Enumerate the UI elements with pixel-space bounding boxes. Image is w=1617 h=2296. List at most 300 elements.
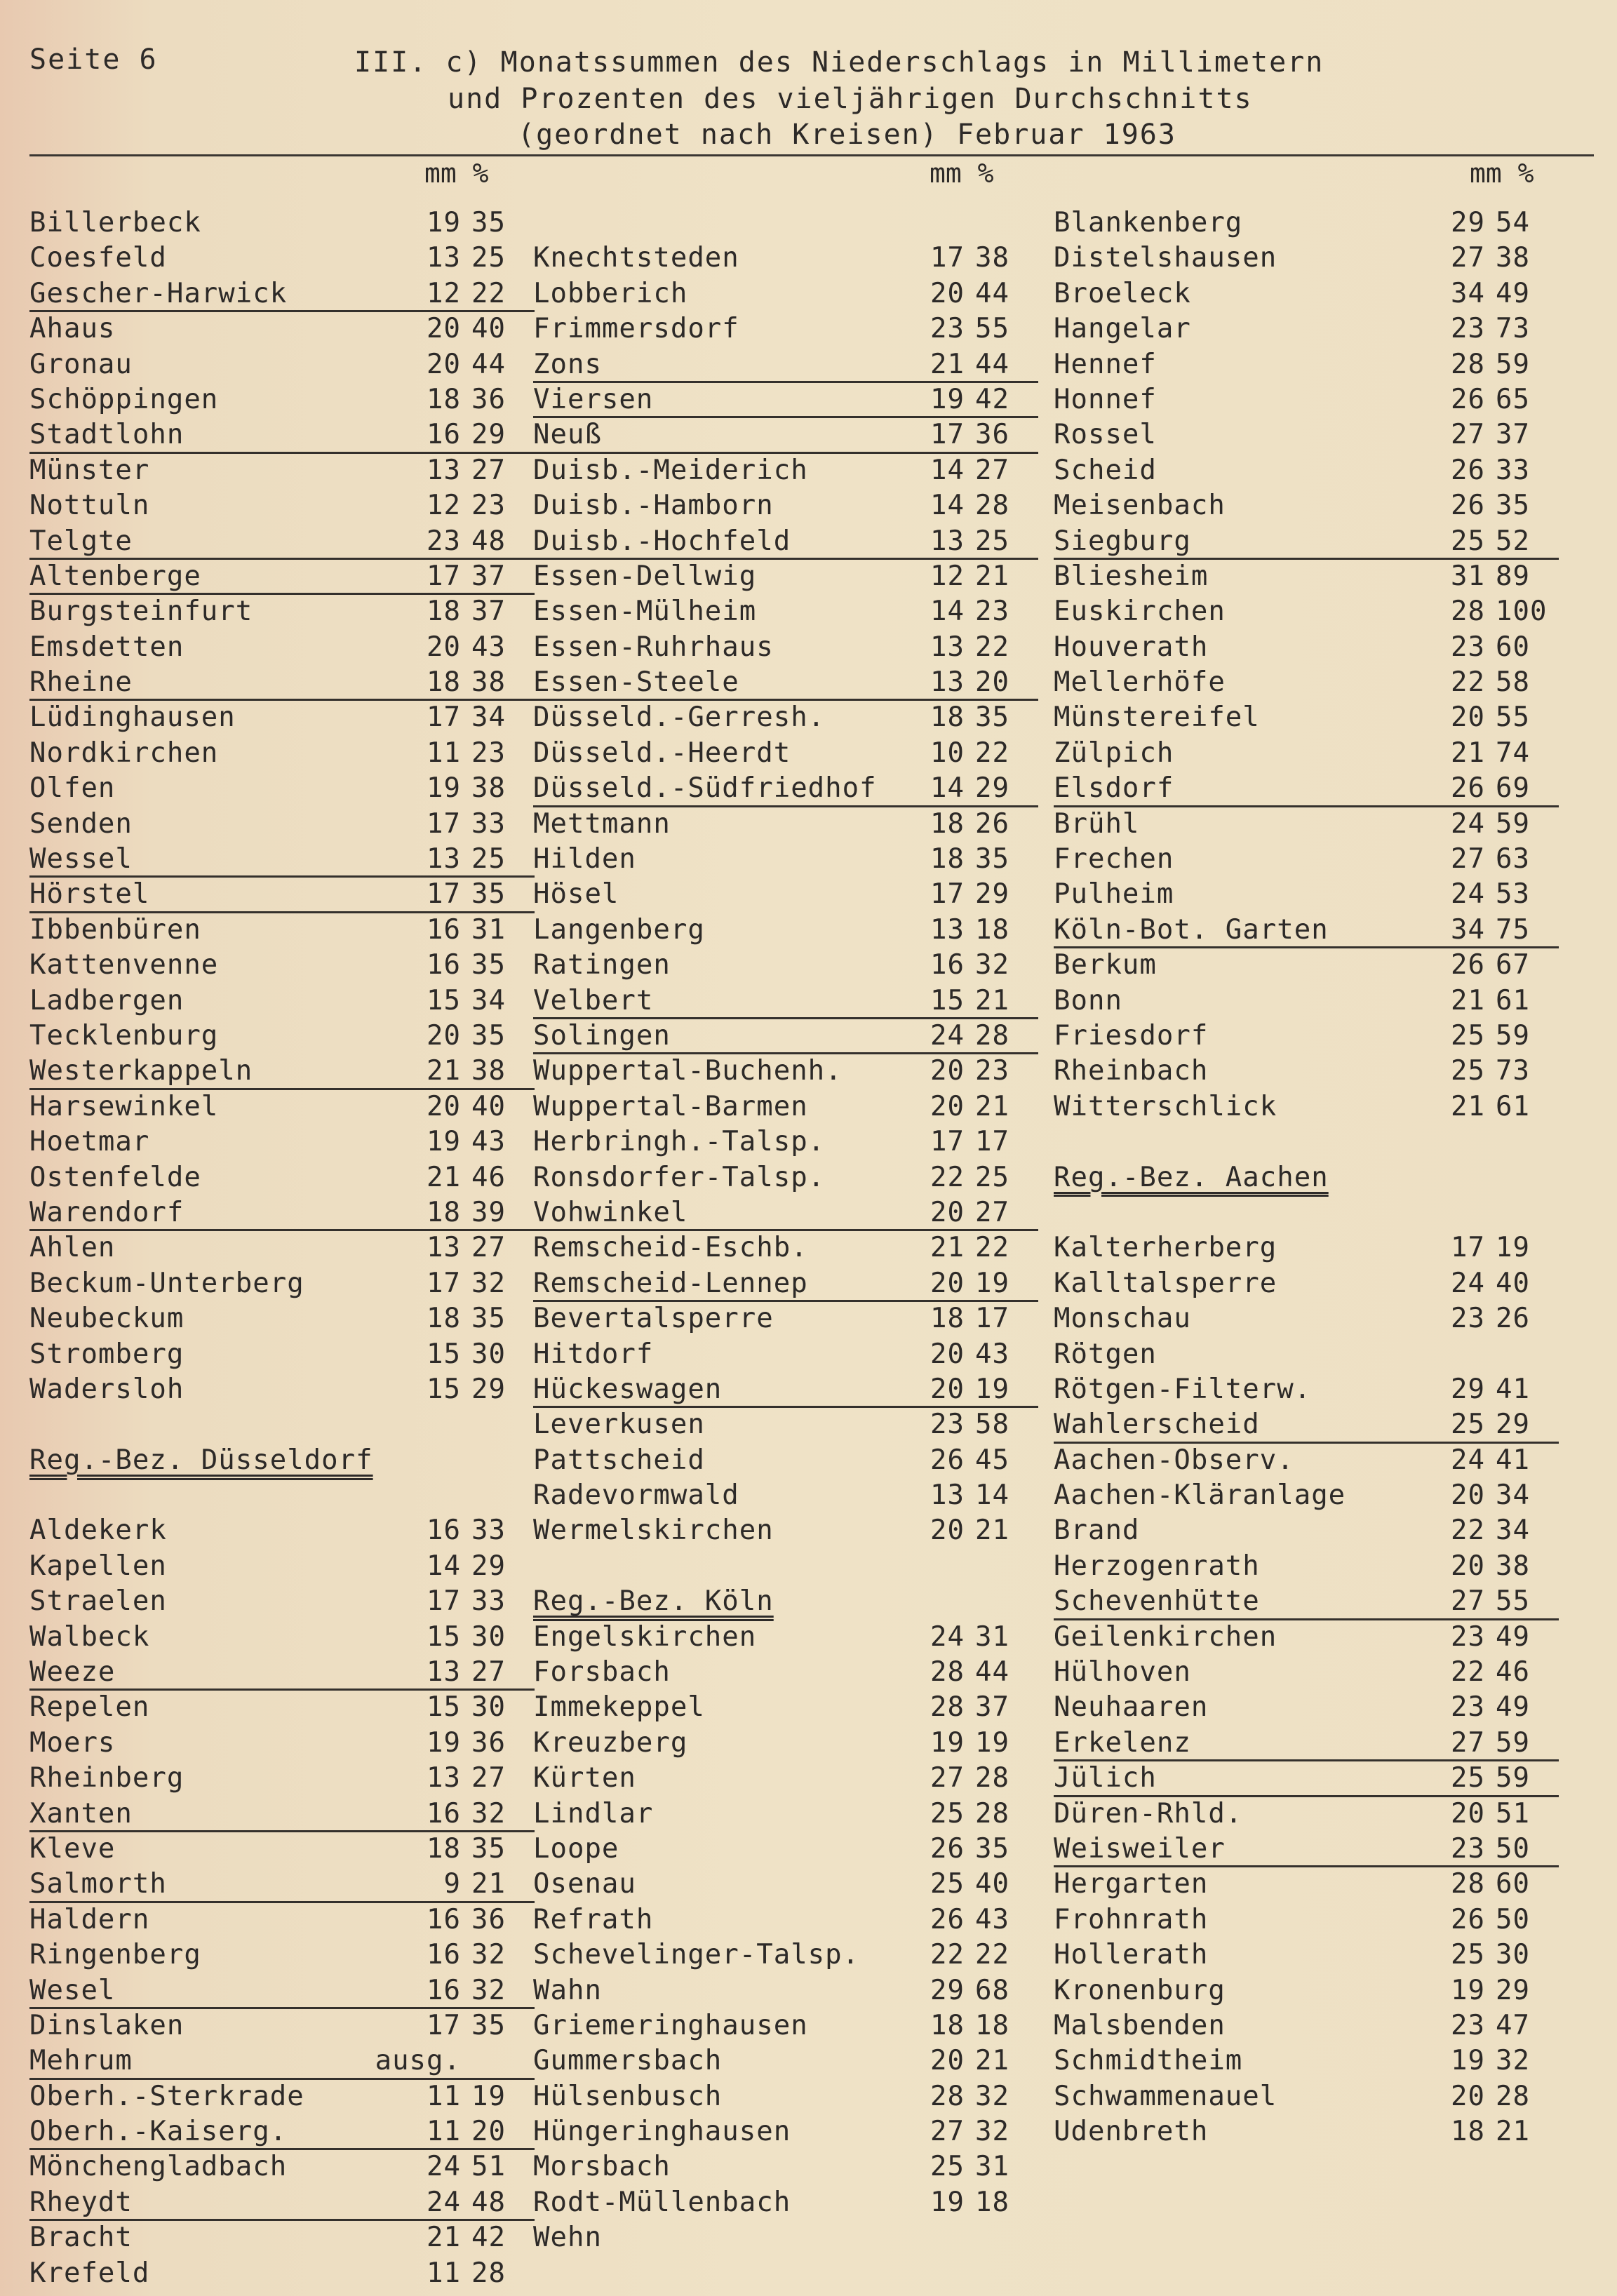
station-row (1054, 525, 1559, 560)
station-row (29, 666, 535, 701)
precip-percent: 38 (1496, 242, 1530, 274)
precip-percent: 43 (975, 1338, 1009, 1370)
precip-mm: 22 (930, 1161, 965, 1193)
precip-mm: 27 (1451, 242, 1485, 274)
station-name: Stadtlohn (29, 419, 184, 451)
precip-percent: 21 (975, 560, 1009, 592)
station-name: Loope (533, 1832, 619, 1865)
station-name: Oberh.-Kaiserg. (29, 2116, 288, 2148)
station-name: Honnef (1054, 383, 1157, 415)
precip-mm: 19 (1451, 2045, 1485, 2077)
station-row (29, 2045, 535, 2080)
precip-mm: 23 (1451, 1303, 1485, 1335)
column-header-2 (930, 158, 994, 189)
precip-mm: 17 (427, 560, 461, 592)
precip-mm: 13 (930, 1479, 965, 1512)
station-name: Essen-Dellwig (533, 560, 757, 592)
precip-percent: 49 (1496, 1691, 1530, 1724)
precip-mm: 23 (427, 525, 461, 557)
station-column-3 (1054, 207, 1559, 2151)
precip-mm: 17 (427, 807, 461, 840)
precip-mm: 26 (1451, 490, 1485, 522)
station-row (533, 1656, 1038, 1691)
station-row (533, 949, 1038, 984)
station-name: Lüdinghausen (29, 701, 236, 734)
station-name: Salmorth (29, 1868, 167, 1900)
station-row (29, 384, 535, 419)
precip-percent: 28 (975, 490, 1009, 522)
precip-mm: 18 (427, 666, 461, 699)
station-name: Senden (29, 807, 133, 840)
station-row (533, 1162, 1038, 1197)
precip-mm: 17 (427, 1267, 461, 1299)
station-row (29, 1727, 535, 1762)
station-row (29, 419, 535, 454)
precip-mm: 18 (1451, 2116, 1485, 2148)
precip-percent: 20 (471, 2116, 506, 2148)
station-row (533, 490, 1038, 525)
precip-percent: 21 (975, 1090, 1009, 1122)
station-name: Weeze (29, 1656, 116, 1689)
station-name: Schöppingen (29, 383, 219, 415)
station-name: Düsseld.-Heerdt (533, 737, 791, 769)
precip-percent: 38 (471, 666, 506, 699)
precip-mm: 19 (427, 1126, 461, 1158)
precip-mm: 20 (930, 277, 965, 309)
precip-percent: 40 (471, 1090, 506, 1122)
precip-percent: 18 (975, 2186, 1009, 2218)
station-name: Bliesheim (1054, 560, 1209, 592)
station-name: Köln-Bot. Garten (1054, 913, 1329, 946)
precip-mm: 27 (1451, 1726, 1485, 1759)
precip-percent: 43 (975, 1903, 1009, 1935)
precip-percent: 44 (975, 1656, 1009, 1689)
precip-mm: 19 (930, 2186, 965, 2218)
station-row (29, 1515, 535, 1550)
station-name: Berkum (1054, 949, 1157, 981)
precip-mm: 28 (930, 2080, 965, 2112)
precip-percent: 32 (471, 1267, 506, 1299)
precip-percent: 18 (975, 2009, 1009, 2041)
station-name: Gummersbach (533, 2045, 723, 2077)
station-row (533, 701, 1038, 737)
precip-mm: 25 (930, 1868, 965, 1900)
precip-percent: 47 (1496, 2009, 1530, 2041)
station-name: Haldern (29, 1903, 150, 1935)
precip-mm: 11 (427, 2257, 461, 2289)
station-row (1054, 1762, 1559, 1797)
precip-mm: 27 (930, 2116, 965, 2148)
precip-percent: 25 (975, 1161, 1009, 1193)
precip-percent: 22 (975, 1232, 1009, 1264)
station-name: Friesdorf (1054, 1019, 1209, 1052)
station-row (29, 737, 535, 772)
precip-percent: 42 (471, 2222, 506, 2254)
precip-mm: 23 (1451, 1691, 1485, 1724)
station-name: Westerkappeln (29, 1055, 253, 1087)
station-name: Wahlerscheid (1054, 1409, 1260, 1441)
station-row (29, 490, 535, 525)
station-row (29, 772, 535, 807)
station-row (1054, 737, 1559, 772)
precip-percent: 29 (1496, 1974, 1530, 2006)
precip-mm: 25 (1451, 1055, 1485, 1087)
station-name: Kattenvenne (29, 949, 219, 981)
station-name: Wermelskirchen (533, 1515, 774, 1547)
station-name: Scheid (1054, 454, 1157, 486)
station-row (533, 1798, 1038, 1833)
station-row (533, 242, 1038, 277)
station-name: Altenberge (29, 560, 201, 592)
station-row (1054, 631, 1559, 666)
station-name: Wehn (533, 2222, 602, 2254)
precip-percent: 23 (975, 596, 1009, 628)
station-name: Tecklenburg (29, 1019, 219, 1052)
station-name: Aachen-Observ. (1054, 1444, 1294, 1476)
precip-mm: 13 (427, 843, 461, 875)
station-name: Aldekerk (29, 1515, 167, 1547)
station-name: Broeleck (1054, 277, 1191, 309)
station-row (1054, 2045, 1559, 2080)
station-name: Siegburg (1054, 525, 1191, 557)
precip-mm: 20 (930, 1515, 965, 1547)
precip-mm: 18 (427, 1832, 461, 1865)
station-row (1054, 701, 1559, 737)
station-name: Frimmersdorf (533, 313, 739, 345)
station-name: Brand (1054, 1515, 1140, 1547)
precip-mm: 21 (930, 348, 965, 380)
station-row (533, 560, 1038, 596)
station-name: Hitdorf (533, 1338, 654, 1370)
station-row (29, 278, 535, 313)
station-row (533, 1762, 1038, 1797)
station-name: Bracht (29, 2222, 133, 2254)
precip-percent: 28 (471, 2257, 506, 2289)
precip-mm: 13 (427, 242, 461, 274)
precip-mm: 19 (427, 207, 461, 239)
precip-mm: 16 (427, 913, 461, 946)
station-name: Düren-Rhld. (1054, 1797, 1243, 1830)
station-row (1054, 1338, 1559, 1374)
precip-percent: 55 (1496, 1585, 1530, 1618)
precip-mm: 19 (930, 383, 965, 415)
station-row (29, 596, 535, 631)
precip-percent: 21 (1496, 2116, 1530, 2148)
precip-mm: 20 (427, 348, 461, 380)
precip-mm: 13 (427, 1656, 461, 1689)
precip-mm: 26 (1451, 949, 1485, 981)
precip-mm: 17 (427, 701, 461, 734)
precip-mm: 17 (930, 1126, 965, 1158)
precip-percent: 61 (1496, 984, 1530, 1016)
station-name: Knechtsteden (533, 242, 739, 274)
header-mm: mm (424, 158, 457, 189)
precip-percent: 58 (975, 1409, 1009, 1441)
station-name: Münster (29, 454, 150, 486)
precip-mm: 23 (1451, 2009, 1485, 2041)
station-row (29, 207, 535, 242)
station-row (533, 455, 1038, 490)
precip-percent: 29 (975, 878, 1009, 911)
station-row (29, 701, 535, 737)
precip-mm: 18 (930, 701, 965, 734)
precip-percent: 37 (471, 596, 506, 628)
station-name: Nottuln (29, 490, 150, 522)
precip-mm: 24 (427, 2186, 461, 2218)
station-row (29, 1303, 535, 1338)
station-row (29, 1268, 535, 1303)
precip-mm: 24 (1451, 807, 1485, 840)
precip-mm: 23 (1451, 313, 1485, 345)
precip-mm: 34 (1451, 913, 1485, 946)
station-row (1054, 455, 1559, 490)
station-name: Witterschlick (1054, 1090, 1277, 1122)
station-name: Elsdorf (1054, 772, 1174, 805)
station-name: Billerbeck (29, 207, 201, 239)
precip-mm: 20 (930, 2045, 965, 2077)
station-name: Mehrum (29, 2045, 133, 2077)
station-name: Pattscheid (533, 1444, 705, 1476)
station-name: Wuppertal-Buchenh. (533, 1055, 843, 1087)
precip-percent: 41 (1496, 1444, 1530, 1476)
station-name: Rheinberg (29, 1762, 184, 1794)
station-row (1054, 349, 1559, 384)
precip-mm: 13 (930, 525, 965, 557)
station-name: Hösel (533, 878, 619, 911)
station-row (29, 949, 535, 984)
station-row (533, 1727, 1038, 1762)
precip-mm: 21 (930, 1232, 965, 1264)
precip-mm: 13 (930, 631, 965, 663)
station-row (533, 666, 1038, 701)
precip-percent: 60 (1496, 631, 1530, 663)
precip-mm: 31 (1451, 560, 1485, 592)
station-row (1054, 772, 1559, 807)
station-name: Wahn (533, 1974, 602, 2006)
station-row (29, 1868, 535, 1903)
precip-percent: 35 (471, 1019, 506, 1052)
station-row (533, 1232, 1038, 1267)
station-name: Refrath (533, 1903, 654, 1935)
station-row (1054, 384, 1559, 419)
station-row (29, 1585, 535, 1620)
station-row (1054, 1691, 1559, 1726)
station-row (533, 1020, 1038, 1055)
precip-percent: 34 (1496, 1479, 1530, 1512)
station-row (533, 843, 1038, 878)
precip-mm: 20 (427, 1019, 461, 1052)
precip-percent: 45 (975, 1444, 1009, 1476)
page-number: Seite 6 (29, 43, 158, 76)
precip-percent: 31 (975, 1620, 1009, 1653)
precip-percent: 74 (1496, 737, 1530, 769)
station-name: Gronau (29, 348, 133, 380)
precip-percent: 22 (975, 631, 1009, 663)
station-row (29, 349, 535, 384)
station-name: Oberh.-Sterkrade (29, 2080, 304, 2112)
precip-mm: 26 (1451, 383, 1485, 415)
precip-mm: 16 (427, 1515, 461, 1547)
precip-percent: 21 (471, 1868, 506, 1900)
station-name: Hülhoven (1054, 1656, 1191, 1689)
district-heading (29, 1444, 535, 1479)
precip-percent: 35 (975, 843, 1009, 875)
station-row (29, 985, 535, 1020)
station-name: Straelen (29, 1585, 167, 1618)
station-row (1054, 313, 1559, 348)
station-name: Münstereifel (1054, 701, 1260, 734)
precip-mm: 14 (930, 490, 965, 522)
precip-percent: 35 (975, 701, 1009, 734)
station-name: Distelshausen (1054, 242, 1277, 274)
precip-mm: 20 (930, 1055, 965, 1087)
station-name: Ringenberg (29, 1939, 201, 1971)
precip-percent: 34 (1496, 1515, 1530, 1547)
station-row (533, 878, 1038, 913)
station-row (29, 1975, 535, 2010)
precip-mm: 20 (930, 1338, 965, 1370)
precip-mm: 21 (1451, 737, 1485, 769)
station-row (1054, 1868, 1559, 1903)
precip-percent: 38 (471, 1055, 506, 1087)
precip-mm: 12 (930, 560, 965, 592)
precip-mm: 28 (930, 1656, 965, 1689)
precip-mm: 28 (1451, 1868, 1485, 1900)
station-name: Emsdetten (29, 631, 184, 663)
precip-percent: 34 (471, 984, 506, 1016)
station-name: Schwammenauel (1054, 2080, 1277, 2112)
station-name: Repelen (29, 1691, 150, 1724)
station-row (1054, 666, 1559, 701)
station-name: Kronenburg (1054, 1974, 1226, 2006)
precip-mm: 17 (427, 1585, 461, 1618)
station-name: Hüngeringhausen (533, 2116, 791, 2148)
precip-percent: 60 (1496, 1868, 1530, 1900)
station-row (533, 772, 1038, 807)
precip-percent: 19 (1496, 1232, 1530, 1264)
station-row (1054, 1197, 1559, 1232)
precip-percent: 32 (975, 2080, 1009, 2112)
district-heading (1054, 1162, 1559, 1197)
precip-percent: 29 (471, 419, 506, 451)
station-row (29, 1904, 535, 1939)
station-row (1054, 1727, 1559, 1762)
station-name: Monschau (1054, 1303, 1191, 1335)
precip-percent: 20 (975, 666, 1009, 699)
station-name: Harsewinkel (29, 1090, 219, 1122)
precip-mm: 16 (427, 1974, 461, 2006)
station-row (29, 1338, 535, 1374)
station-name: Blankenberg (1054, 207, 1243, 239)
precip-mm: 13 (427, 1762, 461, 1794)
precip-mm: 19 (1451, 1974, 1485, 2006)
station-name: Kapellen (29, 1550, 167, 1582)
precip-percent: 35 (471, 2009, 506, 2041)
station-row (533, 1515, 1038, 1550)
station-name: Zülpich (1054, 737, 1174, 769)
precip-mm: 22 (1451, 666, 1485, 699)
precip-mm: 17 (930, 242, 965, 274)
station-row (533, 1550, 1038, 1585)
station-row (1054, 985, 1559, 1020)
station-row (1054, 490, 1559, 525)
station-name: Gescher-Harwick (29, 277, 288, 309)
station-name: Langenberg (533, 913, 705, 946)
station-name: Hilden (533, 843, 636, 875)
precip-mm: 14 (930, 596, 965, 628)
station-row (29, 1656, 535, 1691)
station-name: Hangelar (1054, 313, 1191, 345)
precip-mm: 20 (1451, 701, 1485, 734)
precip-mm: 23 (930, 313, 965, 345)
header-percent: % (1517, 158, 1534, 189)
precip-percent: 42 (975, 383, 1009, 415)
precip-mm: 20 (930, 1267, 965, 1299)
precip-percent: 55 (1496, 701, 1530, 734)
precip-percent: 32 (471, 1797, 506, 1830)
precip-percent: 29 (1496, 1409, 1530, 1441)
precip-mm: 15 (427, 984, 461, 1016)
precip-percent: 46 (471, 1161, 506, 1193)
station-name: Wadersloh (29, 1373, 184, 1405)
precip-percent: 73 (1496, 313, 1530, 345)
precip-percent: 23 (975, 1055, 1009, 1087)
station-row (1054, 914, 1559, 949)
header-percent: % (977, 158, 994, 189)
precip-percent: 23 (471, 737, 506, 769)
precip-mm: 13 (930, 666, 965, 699)
precip-mm: 15 (427, 1338, 461, 1370)
precip-mm: 24 (930, 1620, 965, 1653)
precip-mm: 27 (1451, 419, 1485, 451)
station-row (29, 2257, 535, 2292)
station-name: Rodt-Müllenbach (533, 2186, 791, 2218)
precip-mm: 19 (427, 1726, 461, 1759)
station-name: Neuß (533, 419, 602, 451)
precip-mm: 11 (427, 2080, 461, 2112)
station-name: Wesel (29, 1974, 116, 2006)
precip-mm: 20 (427, 631, 461, 663)
precip-mm: 20 (930, 1090, 965, 1122)
precip-percent: 36 (471, 1903, 506, 1935)
precip-percent: 44 (975, 348, 1009, 380)
precip-percent: 59 (1496, 348, 1530, 380)
precip-mm: 21 (427, 1161, 461, 1193)
station-name: Leverkusen (533, 1409, 705, 1441)
station-row (533, 596, 1038, 631)
precip-mm: 26 (1451, 1903, 1485, 1935)
precip-mm: 20 (1451, 1479, 1485, 1512)
precip-percent: 37 (975, 1691, 1009, 1724)
station-name: Frechen (1054, 843, 1174, 875)
station-row (533, 2081, 1038, 2116)
station-row (1054, 1268, 1559, 1303)
precip-percent: 21 (975, 1515, 1009, 1547)
station-name: Xanten (29, 1797, 133, 1830)
precip-mm: 18 (930, 1303, 965, 1335)
precip-mm: 25 (1451, 1939, 1485, 1971)
station-row (1054, 1585, 1559, 1620)
station-name: Kleve (29, 1832, 116, 1865)
precip-percent: 27 (975, 1196, 1009, 1228)
station-name: Burgsteinfurt (29, 596, 253, 628)
station-row (29, 455, 535, 490)
precip-percent: 33 (471, 807, 506, 840)
precip-percent: 35 (471, 207, 506, 239)
station-row (1054, 1303, 1559, 1338)
station-name: Remscheid-Lennep (533, 1267, 808, 1299)
station-name: Reg.-Bez. Köln (533, 1585, 774, 1618)
